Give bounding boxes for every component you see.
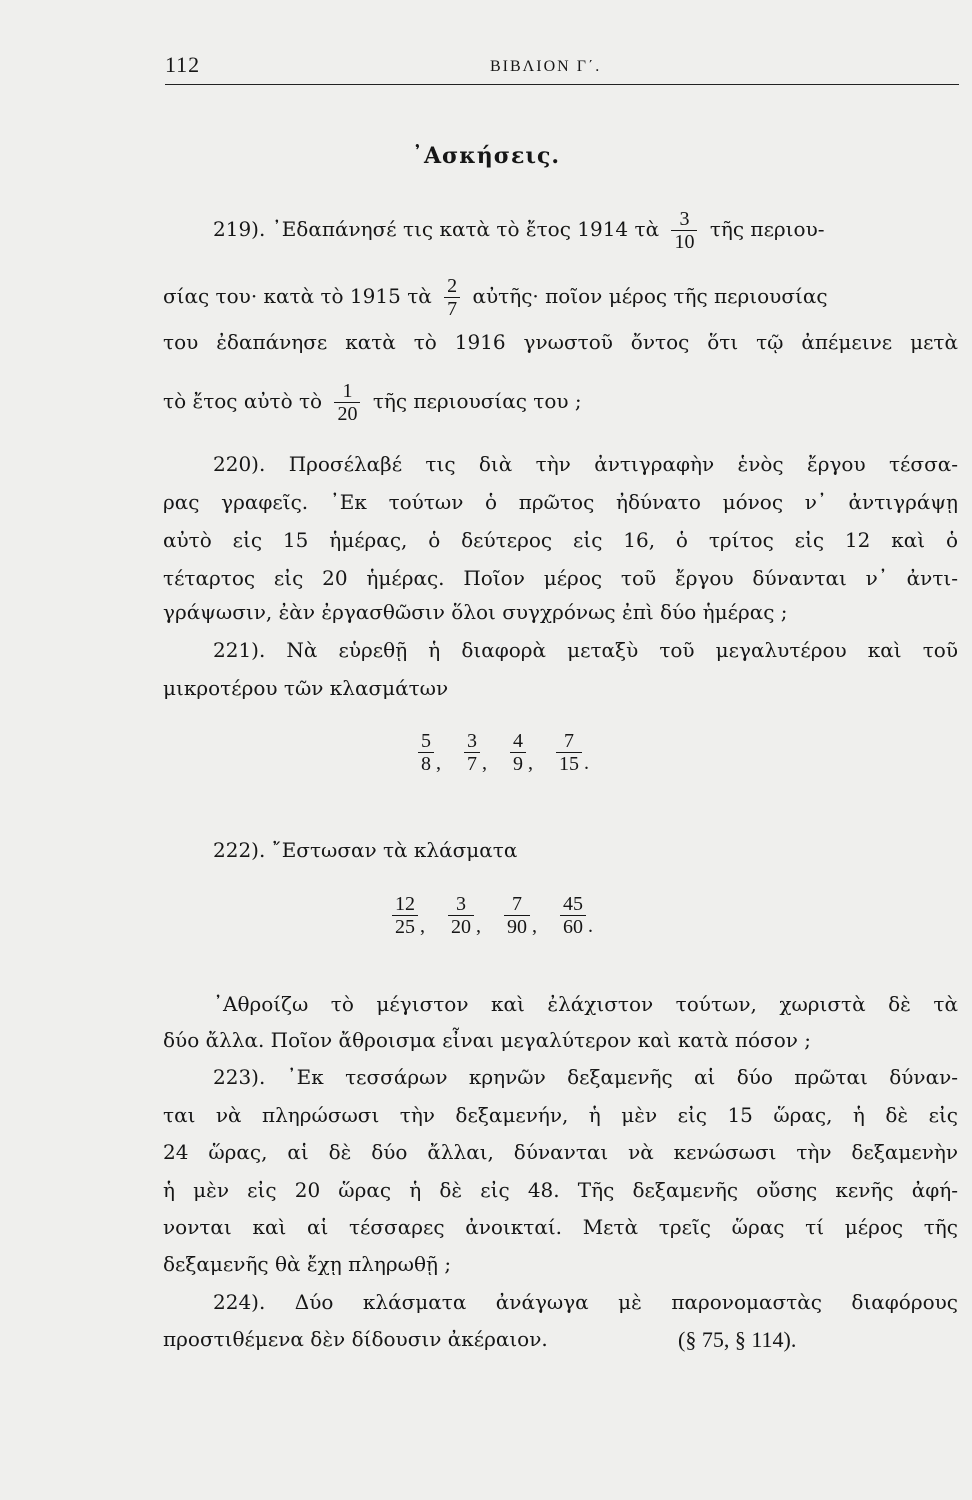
- exercise-219-line-3: του ἐδαπάνησε κατὰ τὸ 1916 γνωστοῦ ὄντος ὅτι τῷ ἀπέμεινε μετὰ: [163, 330, 958, 354]
- exercise-220-line-3: αὐτὸ εἰς 15 ἡμέρας, ὁ δεύτερος εἰς 16, ὁ τρίτος εἰς 12 καὶ ὁ: [163, 528, 958, 552]
- fraction: $\frac{45}{60}$: [560, 893, 586, 938]
- exercise-223-line-4: ἡ μὲν εἰς 20 ὥρας ἡ δὲ εἰς 48. Τῆς δεξαμενῆς οὔσης κενῆς ἀφή-: [163, 1178, 958, 1202]
- exercise-221-line-1: 221). Νὰ εὑρεθῇ ἡ διαφορὰ μεταξὺ τοῦ μεγαλυτέρου καὶ τοῦ: [213, 638, 958, 662]
- exercise-222-line-2: ᾿Αθροίζω τὸ μέγιστον καὶ ἐλάχιστον τούτων, χωριστὰ δὲ τὰ: [213, 992, 958, 1016]
- exercise-219-line-1: 219). ᾿Εδαπάνησέ τις κατὰ τὸ ἔτος 1914 τὰ $\frac{3}{10}$ τῆς περιου-: [213, 208, 825, 253]
- exercise-223-line-3: 24 ὥρας, αἱ δὲ δύο ἄλλαι, δύνανται νὰ κενώσωσι τὴν δεξαμενὴν: [163, 1140, 958, 1164]
- exercise-223-line-6: δεξαμενῆς θὰ ἔχῃ πληρωθῇ ;: [163, 1252, 452, 1276]
- exercise-223-line-1: 223). ᾿Εκ τεσσάρων κρηνῶν δεξαμενῆς αἱ δύο πρῶται δύναν-: [213, 1065, 958, 1089]
- exercise-220-line-5: γράψωσιν, ἐὰν ἐργασθῶσιν ὅλοι συγχρόνως ἐπὶ δύο ἡμέρας ;: [163, 600, 788, 624]
- fraction: $\frac{7}{15}$: [556, 730, 582, 775]
- exercise-223-line-5: νονται καὶ αἱ τέσσαρες ἀνοικταί. Μετὰ τρεῖς ὥρας τί μέρος τῆς: [163, 1215, 958, 1239]
- fraction: $\frac{12}{25}$: [392, 893, 418, 938]
- exercise-224-line-2: προστιθέμενα δὲν δίδουσιν ἀκέραιον. (§ 75, § 114).: [163, 1327, 797, 1352]
- fraction: $\frac{4}{9}$: [510, 730, 526, 775]
- fraction: $\frac{5}{8}$: [418, 730, 434, 775]
- page-number: 112: [165, 52, 201, 77]
- exercise-221-fractions: $\frac{5}{8}$ , $\frac{3}{7}$ , $\frac{4}{9}$ , $\frac{7}{15}$ .: [404, 730, 593, 775]
- exercise-220-line-2: ρας γραφεῖς. ᾿Εκ τούτων ὁ πρῶτος ἠδύνατο μόνος ν᾿ ἀντιγράψῃ: [163, 490, 958, 514]
- fraction: $\frac{2}{7}$: [444, 275, 460, 320]
- fraction: $\frac{3}{20}$: [448, 893, 474, 938]
- exercise-223-line-2: ται νὰ πληρώσωσι τὴν δεξαμενήν, ἡ μὲν εἰς 15 ὥρας, ἡ δὲ εἰς: [163, 1103, 958, 1127]
- running-head: ΒΙΒΛΙΟΝ Γ΄.: [490, 58, 602, 75]
- page-header: [165, 52, 957, 82]
- exercise-224-line-1: 224). Δύο κλάσματα ἀνάγωγα μὲ παρονομαστὰς διαφόρους: [213, 1290, 958, 1314]
- exercise-221-line-2: μικροτέρου τῶν κλασμάτων: [163, 676, 449, 700]
- exercise-220-line-1: 220). Προσέλαβέ τις διὰ τὴν ἀντιγραφὴν ἑνὸς ἔργου τέσσα-: [213, 452, 958, 476]
- fraction: $\frac{7}{90}$: [504, 893, 530, 938]
- exercise-219-line-2: σίας του· κατὰ τὸ 1915 τὰ $\frac{2}{7}$ αὐτῆς· ποῖον μέρος τῆς περιουσίας: [163, 275, 828, 320]
- exercise-219-line-4: τὸ ἔτος αὐτὸ τὸ $\frac{1}{20}$ τῆς περιουσίας του ;: [163, 380, 582, 425]
- exercise-222-line-1: 222). ῎Εστωσαν τὰ κλάσματα: [213, 838, 518, 862]
- header-rule: [165, 84, 959, 85]
- section-reference: (§ 75, § 114).: [678, 1327, 797, 1352]
- exercise-222-fractions: $\frac{12}{25}$ , $\frac{3}{20}$ , $\frac{7}{90}$ , $\frac{45}{60}$ .: [378, 893, 597, 938]
- fraction: $\frac{3}{7}$: [464, 730, 480, 775]
- exercise-222-line-3: δύο ἄλλα. Ποῖον ἄθροισμα εἶναι μεγαλύτερον καὶ κατὰ πόσον ;: [163, 1028, 811, 1052]
- fraction: $\frac{3}{10}$: [671, 208, 697, 253]
- exercise-220-line-4: τέταρτος εἰς 20 ἡμέρας. Ποῖον μέρος τοῦ ἔργου δύνανται ν᾿ ἀντι-: [163, 566, 958, 590]
- fraction: $\frac{1}{20}$: [334, 380, 360, 425]
- section-title: ᾿Ασκήσεις.: [411, 143, 561, 169]
